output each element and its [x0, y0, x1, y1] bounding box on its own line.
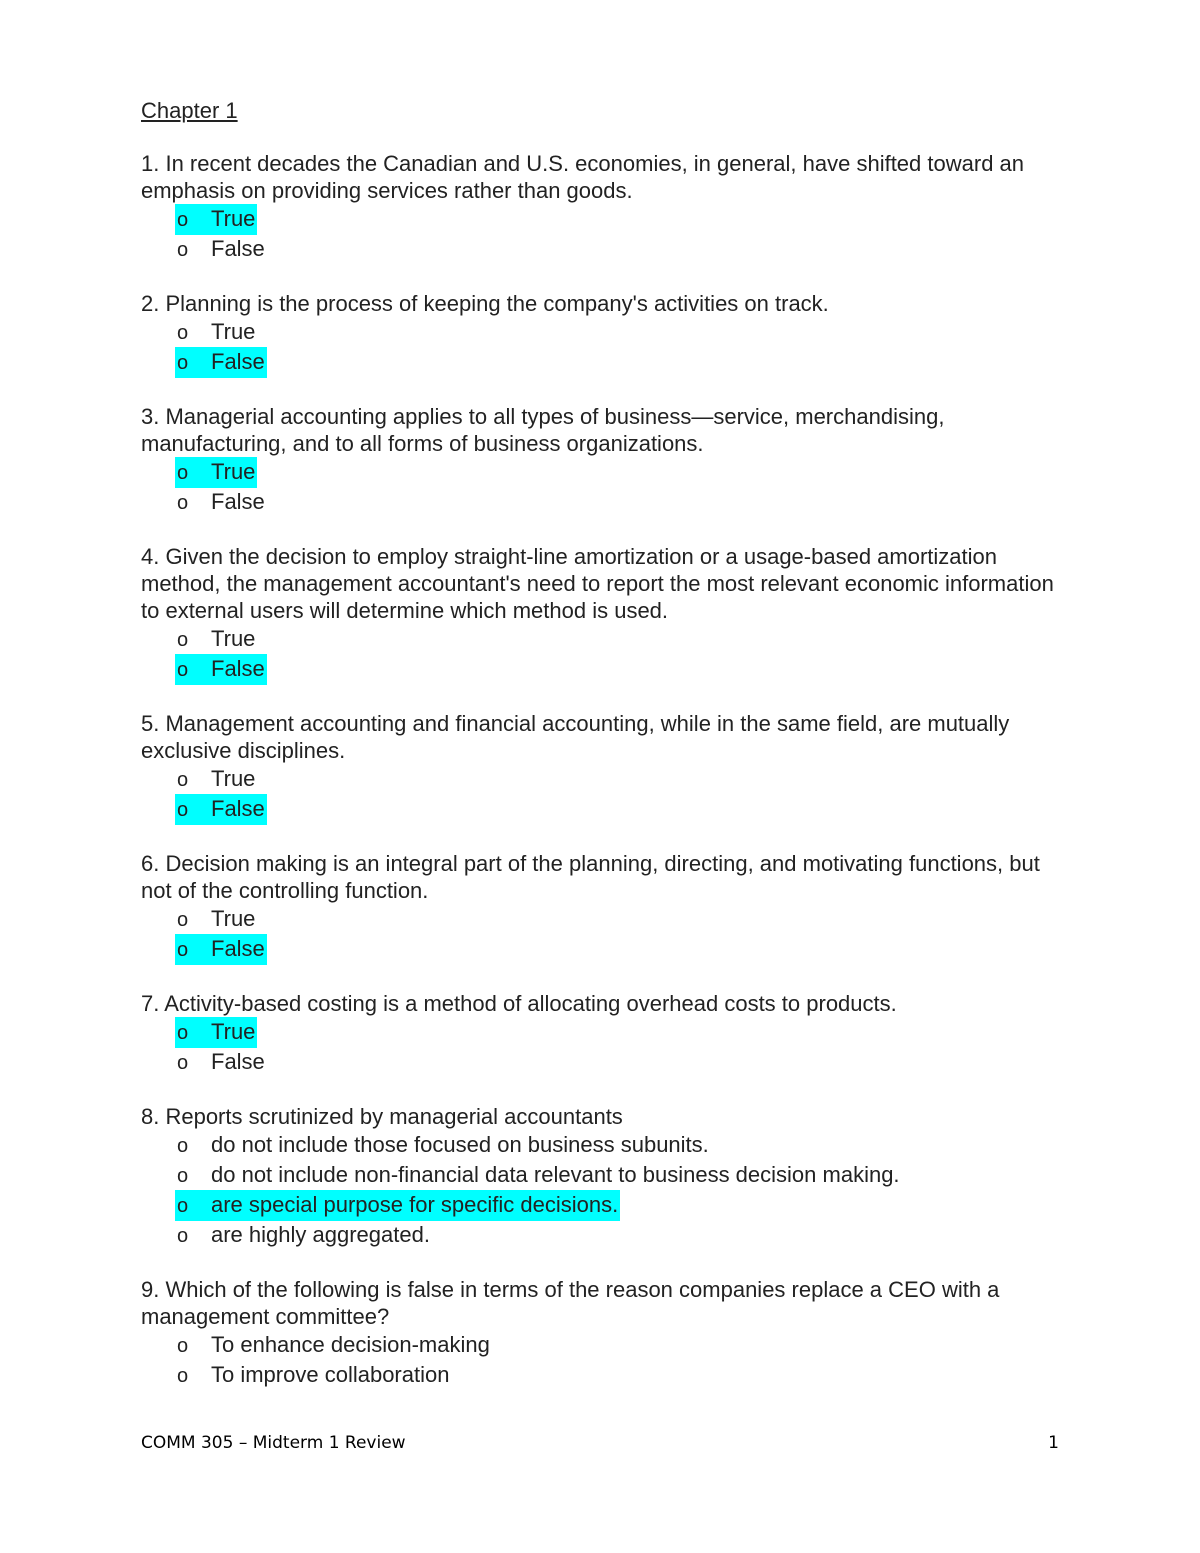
bullet-icon: o — [177, 1225, 189, 1247]
answer-option — [175, 1330, 1071, 1360]
option-label: False — [211, 796, 265, 821]
question-item — [141, 1103, 1071, 1250]
option-label: True — [211, 626, 256, 651]
question-item — [141, 150, 1071, 264]
bullet-icon: o — [177, 629, 189, 651]
answer-option — [175, 764, 1071, 794]
answer-option — [175, 1047, 1071, 1077]
question-item — [141, 850, 1071, 964]
option-label: False — [211, 1049, 265, 1074]
bullet-icon: o — [177, 239, 189, 261]
answer-option — [175, 1160, 1071, 1190]
answer-content — [175, 1330, 492, 1361]
bullet-icon: o — [177, 492, 189, 514]
answer-option — [175, 1360, 1071, 1390]
question-item — [141, 1276, 1071, 1390]
question-text: 2. Planning is the process of keeping the company's activities on track. — [141, 291, 829, 316]
option-list — [141, 904, 1071, 964]
option-label: True — [211, 319, 256, 344]
option-label: True — [211, 1019, 256, 1044]
option-label: do not include non-financial data relevant to business decision making. — [211, 1162, 900, 1187]
answer-option-correct — [175, 204, 1071, 234]
answer-option-correct — [175, 934, 1071, 964]
answer-option-correct — [175, 794, 1071, 824]
bullet-icon: o — [177, 659, 189, 681]
option-label: False — [211, 236, 265, 261]
bullet-icon: o — [177, 1165, 189, 1187]
option-label: True — [211, 766, 256, 791]
question-text: 8. Reports scrutinized by managerial accountants — [141, 1104, 623, 1129]
option-label: True — [211, 459, 256, 484]
answer-highlight — [175, 457, 257, 488]
page-number: 1 — [1048, 1433, 1059, 1453]
bullet-icon: o — [177, 939, 189, 961]
option-label: To enhance decision-making — [211, 1332, 490, 1357]
answer-highlight — [175, 794, 267, 825]
answer-highlight — [175, 1017, 257, 1048]
option-list — [141, 1130, 1071, 1250]
option-label: False — [211, 489, 265, 514]
answer-option-correct — [175, 1190, 1071, 1220]
option-label: are highly aggregated. — [211, 1222, 430, 1247]
option-label: False — [211, 936, 265, 961]
answer-content — [175, 317, 257, 348]
bullet-icon: o — [177, 462, 189, 484]
question-item — [141, 543, 1071, 684]
bullet-icon: o — [177, 909, 189, 931]
answer-content — [175, 1360, 451, 1391]
question-text: 7. Activity-based costing is a method of allocating overhead costs to products. — [141, 991, 897, 1016]
footer-title: COMM 305 – Midterm 1 Review — [141, 1433, 406, 1453]
answer-highlight — [175, 204, 257, 235]
bullet-icon: o — [177, 352, 189, 374]
question-text: 9. Which of the following is false in terms of the reason companies replace a CEO with a management committee? — [141, 1277, 1000, 1329]
bullet-icon: o — [177, 1365, 189, 1387]
document-page — [141, 96, 1071, 1416]
answer-content — [175, 904, 257, 935]
bullet-icon: o — [177, 1135, 189, 1157]
question-item — [141, 990, 1071, 1077]
answer-highlight — [175, 347, 267, 378]
answer-option — [175, 234, 1071, 264]
answer-option — [175, 1220, 1071, 1250]
bullet-icon: o — [177, 1335, 189, 1357]
answer-content — [175, 234, 267, 265]
answer-content — [175, 1047, 267, 1078]
answer-option — [175, 1130, 1071, 1160]
answer-option-correct — [175, 347, 1071, 377]
question-item — [141, 403, 1071, 517]
answer-option-correct — [175, 457, 1071, 487]
answer-option — [175, 487, 1071, 517]
answer-option-correct — [175, 654, 1071, 684]
option-list — [141, 457, 1071, 517]
page-footer — [141, 1433, 1059, 1453]
answer-option — [175, 624, 1071, 654]
option-label: are special purpose for specific decisions. — [211, 1192, 619, 1217]
bullet-icon: o — [177, 1052, 189, 1074]
answer-content — [175, 624, 257, 655]
answer-content — [175, 1130, 711, 1161]
answer-highlight — [175, 654, 267, 685]
question-item — [141, 290, 1071, 377]
option-label: do not include those focused on business subunits. — [211, 1132, 709, 1157]
answer-content — [175, 1220, 432, 1251]
question-text: 1. In recent decades the Canadian and U.S. economies, in general, have shifted toward an emphasis on providing services rather than goods. — [141, 151, 1025, 203]
bullet-icon: o — [177, 209, 189, 231]
answer-option — [175, 904, 1071, 934]
option-label: False — [211, 656, 265, 681]
question-list — [141, 150, 1071, 1390]
chapter-heading: Chapter 1 — [141, 98, 238, 123]
answer-option — [175, 317, 1071, 347]
answer-option-correct — [175, 1017, 1071, 1047]
bullet-icon: o — [177, 769, 189, 791]
option-list — [141, 764, 1071, 824]
option-label: True — [211, 206, 256, 231]
question-text: 4. Given the decision to employ straight-line amortization or a usage-based amortization method, the management accountant's need to report the most relevant economic information to external users will determine which method is used. — [141, 544, 1054, 623]
bullet-icon: o — [177, 1022, 189, 1044]
option-label: To improve collaboration — [211, 1362, 450, 1387]
option-list — [141, 1330, 1071, 1390]
answer-content — [175, 487, 267, 518]
bullet-icon: o — [177, 1195, 189, 1217]
option-list — [141, 624, 1071, 684]
option-label: False — [211, 349, 265, 374]
option-label: True — [211, 906, 256, 931]
bullet-icon: o — [177, 322, 189, 344]
answer-content — [175, 1160, 902, 1191]
answer-highlight — [175, 934, 267, 965]
question-text: 6. Decision making is an integral part of the planning, directing, and motivating functions, but not of the controlling function. — [141, 851, 1040, 903]
question-text: 3. Managerial accounting applies to all types of business—service, merchandising, manufacturing, and to all forms of business organizations. — [141, 404, 945, 456]
question-text: 5. Management accounting and financial accounting, while in the same field, are mutually exclusive disciplines. — [141, 711, 1010, 763]
option-list — [141, 204, 1071, 264]
question-item — [141, 710, 1071, 824]
answer-content — [175, 764, 257, 795]
option-list — [141, 1017, 1071, 1077]
option-list — [141, 317, 1071, 377]
bullet-icon: o — [177, 799, 189, 821]
answer-highlight — [175, 1190, 620, 1221]
